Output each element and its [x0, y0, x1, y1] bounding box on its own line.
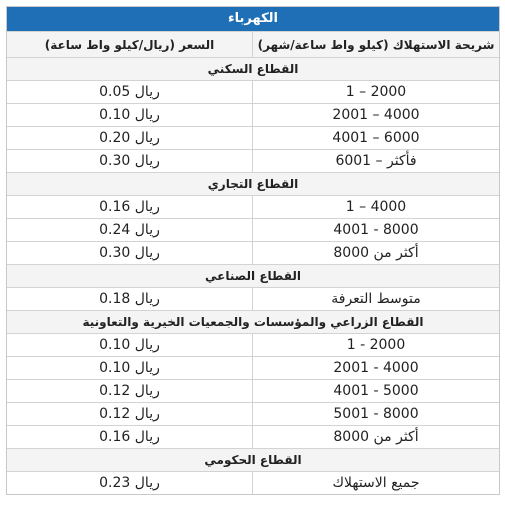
table-row: [7, 425, 499, 448]
band-cell: متوسط التعرفة: [331, 291, 421, 307]
price-cell: 0.18 ريال: [7, 288, 253, 310]
band-cell: 4001 - 5000: [333, 383, 419, 399]
band-cell: 4001 - 8000: [333, 222, 419, 238]
price-cell: 0.10 ريال: [7, 334, 253, 356]
table-row: [7, 402, 499, 425]
price-cell: 0.05 ريال: [7, 81, 253, 103]
band-cell: 4001 – 6000: [332, 130, 420, 146]
header-row: [7, 31, 499, 57]
table-row: [7, 471, 499, 494]
table-row: [7, 195, 499, 218]
price-cell: 0.12 ريال: [7, 380, 253, 402]
section-header: القطاع التجاري: [7, 172, 499, 195]
table-title: الكهرباء: [7, 7, 499, 31]
table-row: [7, 103, 499, 126]
table-row: [7, 126, 499, 149]
band-cell: 2001 - 4000: [333, 360, 419, 376]
band-cell: أكثر من 8000: [333, 245, 419, 261]
band-cell: 1 – 4000: [345, 199, 407, 215]
table-row: [7, 241, 499, 264]
section-header: القطاع الزراعي والمؤسسات والجمعيات الخيرية والتعاونية: [7, 310, 499, 333]
band-column-header: شريحة الاستهلاك (كيلو واط ساعة/شهر): [257, 37, 495, 52]
table-row: [7, 287, 499, 310]
price-cell: 0.10 ريال: [7, 104, 253, 126]
price-cell: 0.12 ريال: [7, 403, 253, 425]
table-row: [7, 333, 499, 356]
section-header: القطاع الحكومي: [7, 448, 499, 471]
price-column-header: السعر (ريال/كيلو واط ساعة): [7, 32, 253, 57]
band-cell: 1 - 2000: [346, 337, 406, 353]
price-cell: 0.23 ريال: [7, 472, 253, 494]
price-cell: 0.30 ريال: [7, 242, 253, 264]
electricity-tariff-table: [6, 6, 500, 495]
price-cell: 0.20 ريال: [7, 127, 253, 149]
price-cell: 0.10 ريال: [7, 357, 253, 379]
price-cell: 0.30 ريال: [7, 150, 253, 172]
table-row: [7, 218, 499, 241]
band-cell: أكثر من 8000: [333, 429, 419, 445]
price-cell: 0.16 ريال: [7, 426, 253, 448]
table-row: [7, 149, 499, 172]
table-row: [7, 80, 499, 103]
price-cell: 0.24 ريال: [7, 219, 253, 241]
table-body: [7, 57, 499, 494]
band-cell: 5001 - 8000: [333, 406, 419, 422]
price-cell: 0.16 ريال: [7, 196, 253, 218]
section-header: القطاع السكني: [7, 57, 499, 80]
table-row: [7, 379, 499, 402]
band-cell: جميع الاستهلاك: [332, 475, 420, 491]
table-row: [7, 356, 499, 379]
section-header: القطاع الصناعي: [7, 264, 499, 287]
band-cell: 1 – 2000: [345, 84, 407, 100]
band-cell: 2001 – 4000: [332, 107, 420, 123]
band-cell: 6001 – فأكثر: [335, 153, 417, 169]
